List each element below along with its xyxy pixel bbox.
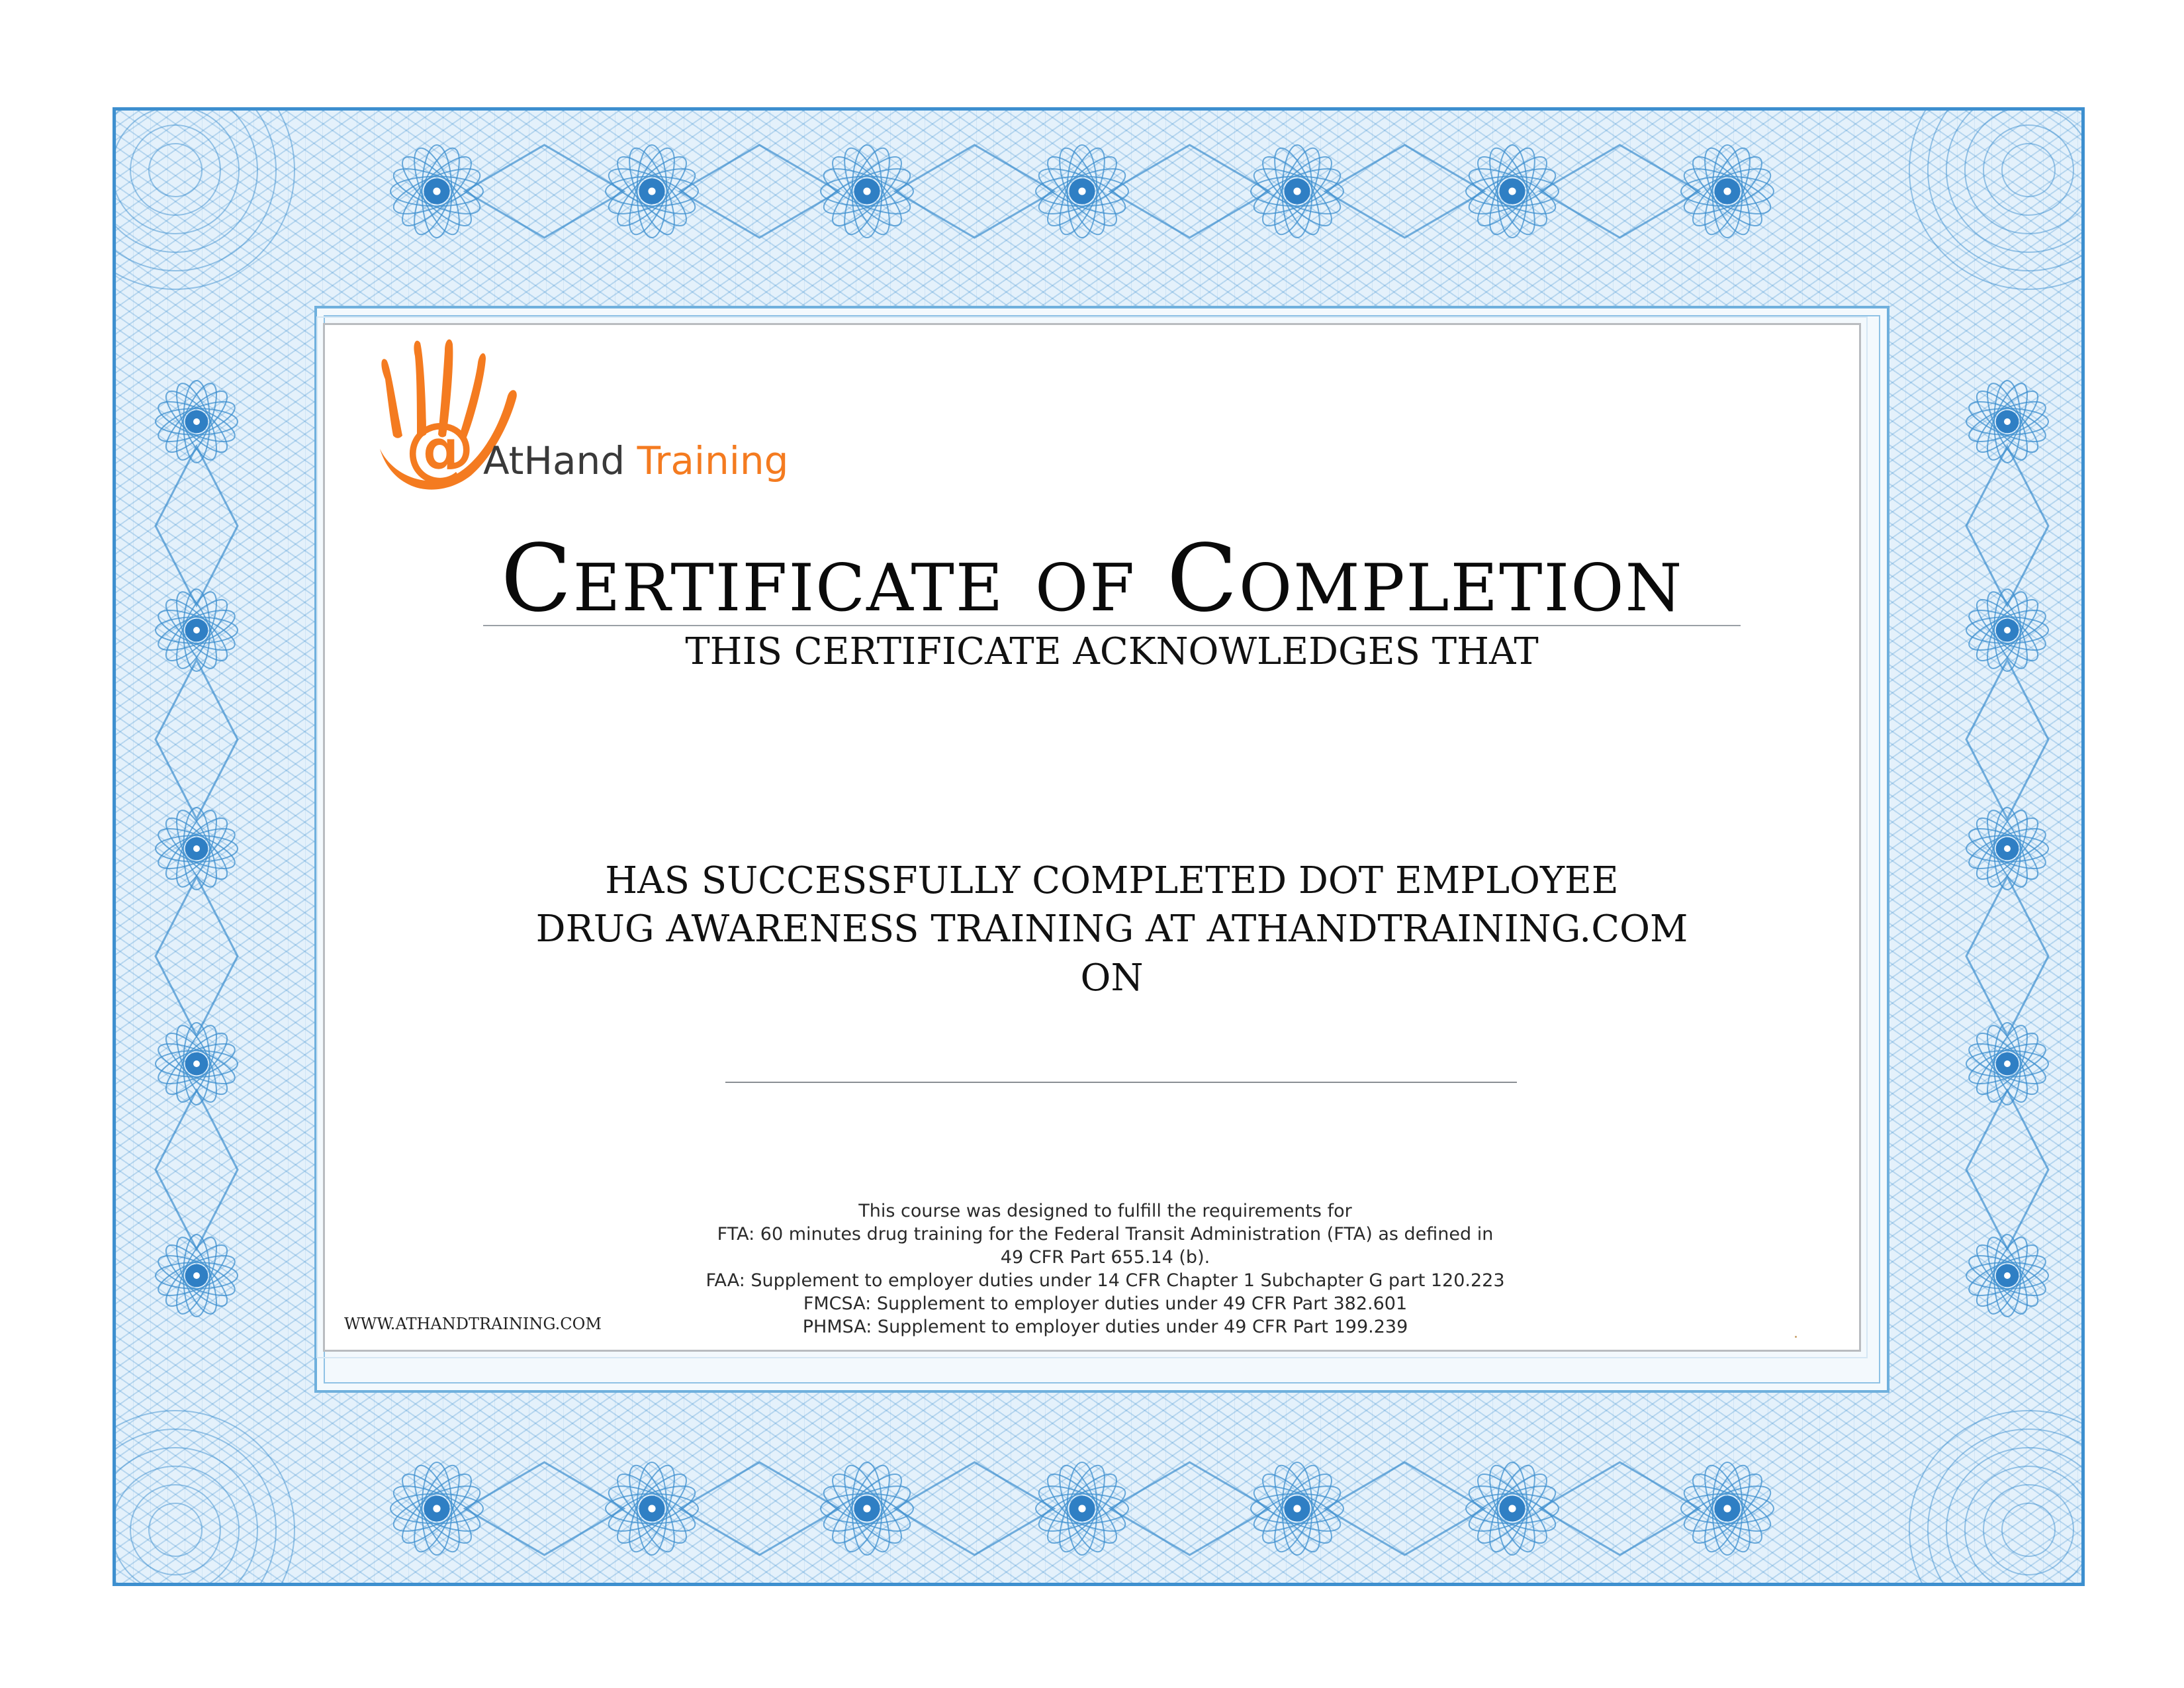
- completion-line-2: DRUG AWARENESS TRAINING AT ATHANDTRAINING.COM: [535, 908, 1688, 951]
- corner-ornament: [149, 144, 202, 197]
- corner-ornament: [1946, 1448, 2085, 1586]
- diamond-ornament: [680, 1462, 839, 1555]
- brand-name-prefix: AtHand: [483, 438, 625, 483]
- rosette-ornament: [1679, 143, 1776, 240]
- corner-ornament: [2002, 144, 2055, 197]
- diamond-ornament: [156, 447, 238, 606]
- diamond-ornament: [1966, 660, 2048, 819]
- certificate-subtitle: THIS CERTIFICATE ACKNOWLEDGES THAT: [685, 630, 1539, 673]
- rosette-ornament: [1249, 143, 1345, 240]
- rosette-ornament: [819, 143, 915, 240]
- diamond-ornament: [1326, 145, 1484, 238]
- requirement-fta: FTA: 60 minutes drug training for the Federal Transit Administration (FTA) as defined in: [717, 1224, 1494, 1244]
- rosette-ornament: [388, 143, 485, 240]
- certificate-title: Certificate of Completion: [500, 525, 1684, 633]
- rosette-ornament: [1034, 143, 1130, 240]
- date-signature-line: [725, 1082, 1517, 1083]
- diamond-ornament: [465, 145, 624, 238]
- footer-website: WWW.ATHANDTRAINING.COM: [344, 1315, 602, 1333]
- corner-ornament: [1946, 111, 2085, 252]
- corner-ornament: [116, 111, 276, 271]
- diamond-ornament: [465, 1462, 624, 1555]
- diamond-ornament: [156, 877, 238, 1036]
- completion-line-1: HAS SUCCESSFULLY COMPLETED DOT EMPLOYEE: [605, 859, 1619, 902]
- decorative-dot: [1795, 1336, 1797, 1338]
- rosette-ornament: [819, 1460, 915, 1557]
- rosette-ornament: [154, 379, 240, 465]
- requirement-fta-cfr: 49 CFR Part 655.14 (b).: [1000, 1247, 1210, 1268]
- corner-ornament: [1928, 1429, 2085, 1586]
- corner-ornament: [2002, 1503, 2055, 1556]
- corner-ornament: [130, 1485, 220, 1575]
- corner-ornament: [116, 111, 295, 289]
- diamond-ornament: [1966, 877, 2048, 1036]
- corner-ornament: [116, 1429, 276, 1586]
- diamond-ornament: [895, 145, 1054, 238]
- diamond-ornament: [156, 660, 238, 819]
- corner-ornament: [1928, 111, 2085, 271]
- rosette-ornament: [1034, 1460, 1130, 1557]
- at-symbol: @: [405, 408, 475, 489]
- rosette-ornament: [1964, 379, 2050, 465]
- rosette-ornament: [388, 1460, 485, 1557]
- title-underline: [483, 625, 1741, 626]
- requirement-fmcsa: FMCSA: Supplement to employer duties under 49 CFR Part 382.601: [803, 1293, 1408, 1314]
- corner-ornament: [130, 125, 220, 215]
- requirement-faa: FAA: Supplement to employer duties under 14 CFR Chapter 1 Subchapter G part 120.223: [705, 1270, 1505, 1291]
- corner-ornament: [116, 1448, 257, 1586]
- corner-ornament: [1983, 125, 2073, 215]
- rosette-ornament: [1679, 1460, 1776, 1557]
- completion-line-3: ON: [1080, 957, 1144, 1000]
- diamond-ornament: [895, 1462, 1054, 1555]
- rosette-ornament: [1464, 1460, 1561, 1557]
- rosette-ornament: [154, 1233, 240, 1319]
- diamond-ornament: [680, 145, 839, 238]
- corner-ornament: [1965, 1466, 2085, 1586]
- athand-training-logo: [345, 336, 848, 502]
- diamond-ornament: [1966, 1090, 2048, 1249]
- diamond-ornament: [156, 1090, 238, 1249]
- corner-ornament: [149, 1503, 202, 1556]
- rosette-ornament: [1964, 1233, 2050, 1319]
- brand-name: [483, 438, 788, 483]
- diamond-ornament: [1541, 145, 1700, 238]
- rosette-ornament: [604, 143, 700, 240]
- rosette-ornament: [1464, 143, 1561, 240]
- requirement-phmsa: PHMSA: Supplement to employer duties under 49 CFR Part 199.239: [802, 1317, 1408, 1337]
- requirements-intro: This course was designed to fulfill the requirements for: [858, 1201, 1352, 1221]
- rosette-ornament: [604, 1460, 700, 1557]
- corner-ornament: [1983, 1485, 2073, 1575]
- rosette-ornament: [1249, 1460, 1345, 1557]
- diamond-ornament: [1541, 1462, 1700, 1555]
- diamond-ornament: [1111, 145, 1269, 238]
- diamond-ornament: [1966, 447, 2048, 606]
- diamond-ornament: [1326, 1462, 1484, 1555]
- brand-name-suffix: Training: [625, 438, 789, 483]
- corner-ornament: [116, 111, 257, 252]
- diamond-ornament: [1111, 1462, 1269, 1555]
